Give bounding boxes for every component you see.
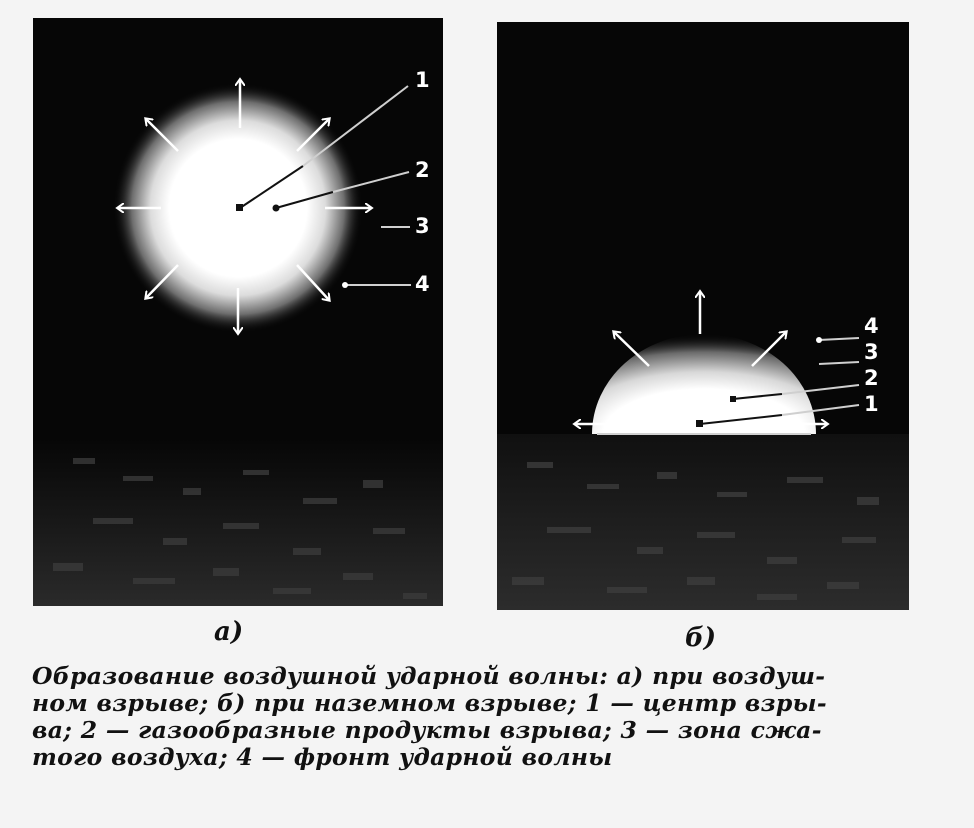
caption-line: Образование воздушной ударной волны: а) при воздуш- [32,662,826,690]
panel-ground-burst [497,22,909,610]
label-2: 2 [415,158,430,182]
ground-burst-diagram [497,22,909,610]
panel-air-burst [33,18,443,606]
label-1: 1 [415,68,430,92]
caption-line: того воздуха; 4 — фронт ударной волны [32,743,613,771]
shock-front-marker [342,282,348,288]
label-1: 1 [864,392,879,416]
fireball-hemisphere [592,334,816,434]
shock-front-marker [816,337,822,343]
label-3: 3 [864,340,879,364]
panel-caption-a: а) [214,617,244,647]
gas-products-marker [273,205,280,212]
label-3: 3 [415,214,430,238]
panel-caption-b: б) [685,623,717,653]
explosion-center-marker [236,204,243,211]
caption-line: ва; 2 — газообразные продукты взрыва; 3 — зона сжа- [32,716,822,744]
air-burst-diagram [33,18,443,606]
label-4: 4 [864,314,879,338]
label-4: 4 [415,272,430,296]
label-2: 2 [864,366,879,390]
explosion-center-marker [696,420,703,427]
figure-caption [32,663,932,771]
caption-line: ном взрыве; б) при наземном взрыве; 1 — центр взры- [32,689,827,717]
gas-products-marker [730,396,736,402]
